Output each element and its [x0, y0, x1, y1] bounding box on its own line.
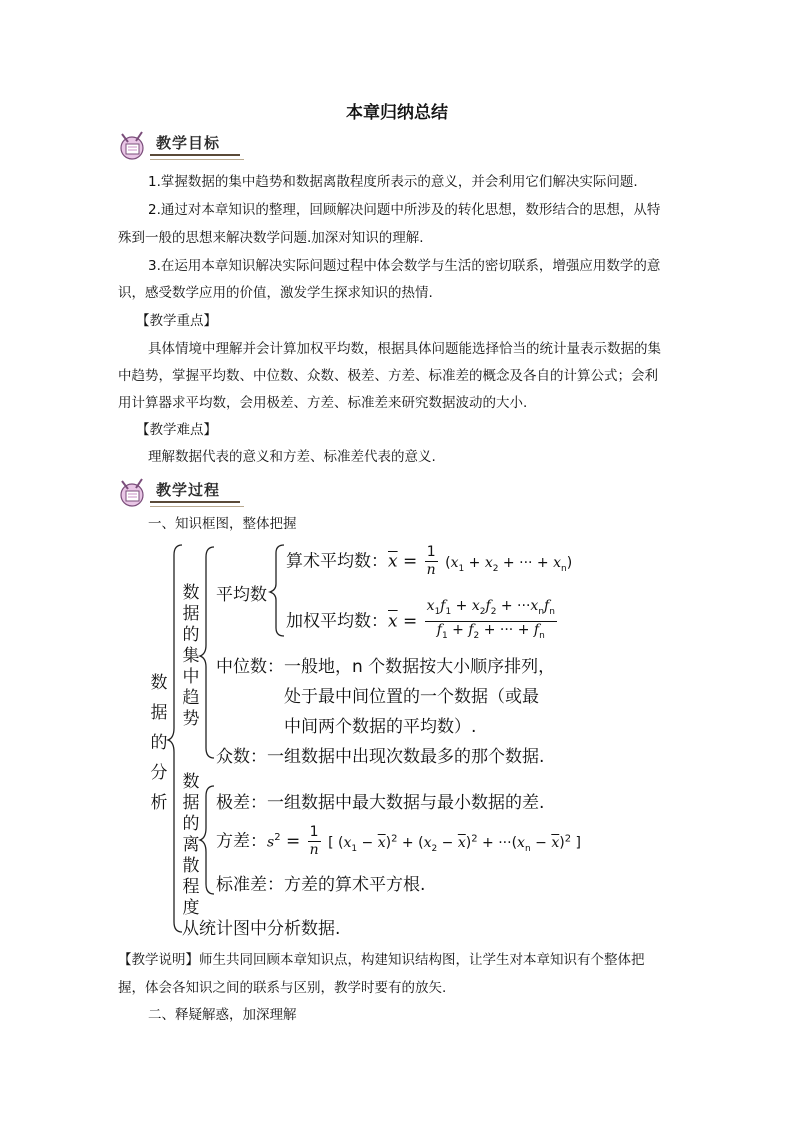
median-line-2: 处于最中间位置的一个数据（或最 [284, 687, 539, 707]
mode-line: 众数：一组数据中出现次数最多的那个数据. [216, 747, 545, 767]
goal-2a: 2.通过对本章知识的整理，回顾解决问题中所涉及的转化思想，数形结合的思想，从特 [148, 202, 661, 218]
key-points-a: 具体情境中理解并会计算加权平均数，根据具体问题能选择恰当的统计量表示数据的集 [148, 341, 661, 357]
median-line-1: 中位数：一般地，n 个数据按大小顺序排列， [216, 657, 556, 677]
weighted-mean-label: 加权平均数： [286, 611, 388, 632]
section-1-heading: 一、知识框图，整体把握 [148, 516, 297, 532]
goal-2b: 殊到一般的思想来解决数学问题.加深对知识的理解. [118, 230, 424, 246]
teaching-note-a: 【教学说明】师生共同回顾本章知识点，构建知识结构图，让学生对本章知识有个整体把 [118, 952, 645, 968]
section-2-heading: 二、释疑解惑，加深理解 [148, 1007, 297, 1023]
central-tendency-label: 数据的集中趋势 [182, 583, 200, 729]
range-line: 极差：一组数据中最大数据与最小数据的差. [216, 793, 545, 813]
variance-row: 方差：$s^2$ = $\frac{1}{n}$ [ $(x_1 - \overline{x})^2 + (x_2 - \overline{x})^2 + \cdot\cdot\cdot(x_n - \overline{x})^2$ ] [216, 824, 581, 858]
variance-label: 方差： [216, 831, 267, 852]
central-brace [200, 547, 214, 758]
dispersion-brace [200, 786, 214, 894]
chart-analysis-line: 从统计图中分析数据. [182, 919, 341, 939]
goal-1: 1.掌握数据的集中趋势和数据离散程度所表示的意义，并会利用它们解决实际问题. [148, 174, 638, 190]
fraction: $\frac{1}{n}$ [309, 824, 319, 858]
teaching-note-b: 握，体会各知识之间的联系与区别，教学时要有的放矢. [118, 980, 447, 996]
mean-brace [270, 545, 284, 636]
goal-3b: 识，感受数学应用的价值，激发学生探求知识的热情. [118, 285, 433, 301]
badge-label: 教学目标 [156, 134, 221, 152]
dispersion-label: 数据的离散程度 [182, 772, 200, 918]
root-label: 数据的分析 [150, 673, 168, 813]
page-title: 本章归纳总结 [346, 103, 448, 123]
mean-label: 平均数 [216, 585, 267, 605]
key-points-b: 中趋势，掌握平均数、中位数、众数、极差、方差、标准差的概念及各自的计算公式；会利 [118, 368, 658, 384]
fraction: $\frac{x_1f_1 + x_2f_2 + \cdot\cdot\cdot x_nf_n}{f_1 + f_2 + \cdot\cdot\cdot + f_n}$ [426, 598, 555, 641]
goal-3a: 3.在运用本章知识解决实际问题过程中体会数学与生活的密切联系，增强应用数学的意 [148, 258, 661, 274]
key-points-heading: 【教学重点】 [136, 313, 217, 329]
difficulty-text: 理解数据代表的意义和方差、标准差代表的意义. [148, 449, 436, 465]
badge-label: 教学过程 [156, 481, 221, 499]
arithmetic-mean-row: 算术平均数：$\overline{x}$ = $\frac{1}{n}$ ($x_1 + x_2$ + ··· + $x_n$) [286, 544, 573, 578]
key-points-c: 用计算器求平均数，会用极差、方差、标准差来研究数据波动的大小. [118, 395, 528, 411]
fraction: $\frac{1}{n}$ [426, 544, 436, 578]
difficulty-heading: 【教学难点】 [136, 422, 217, 438]
arithmetic-mean-label: 算术平均数： [286, 551, 388, 572]
weighted-mean-row: 加权平均数：$\overline{x}$ = $\frac{x_1f_1 + x_2f_2 + \cdot\cdot\cdot x_nf_n}{f_1 + f_2 + \cdot\cdot\cdot + f_n}$ [286, 598, 559, 645]
std-line: 标准差：方差的算术平方根. [216, 875, 426, 895]
median-line-3: 中间两个数据的平均数）. [284, 717, 477, 737]
